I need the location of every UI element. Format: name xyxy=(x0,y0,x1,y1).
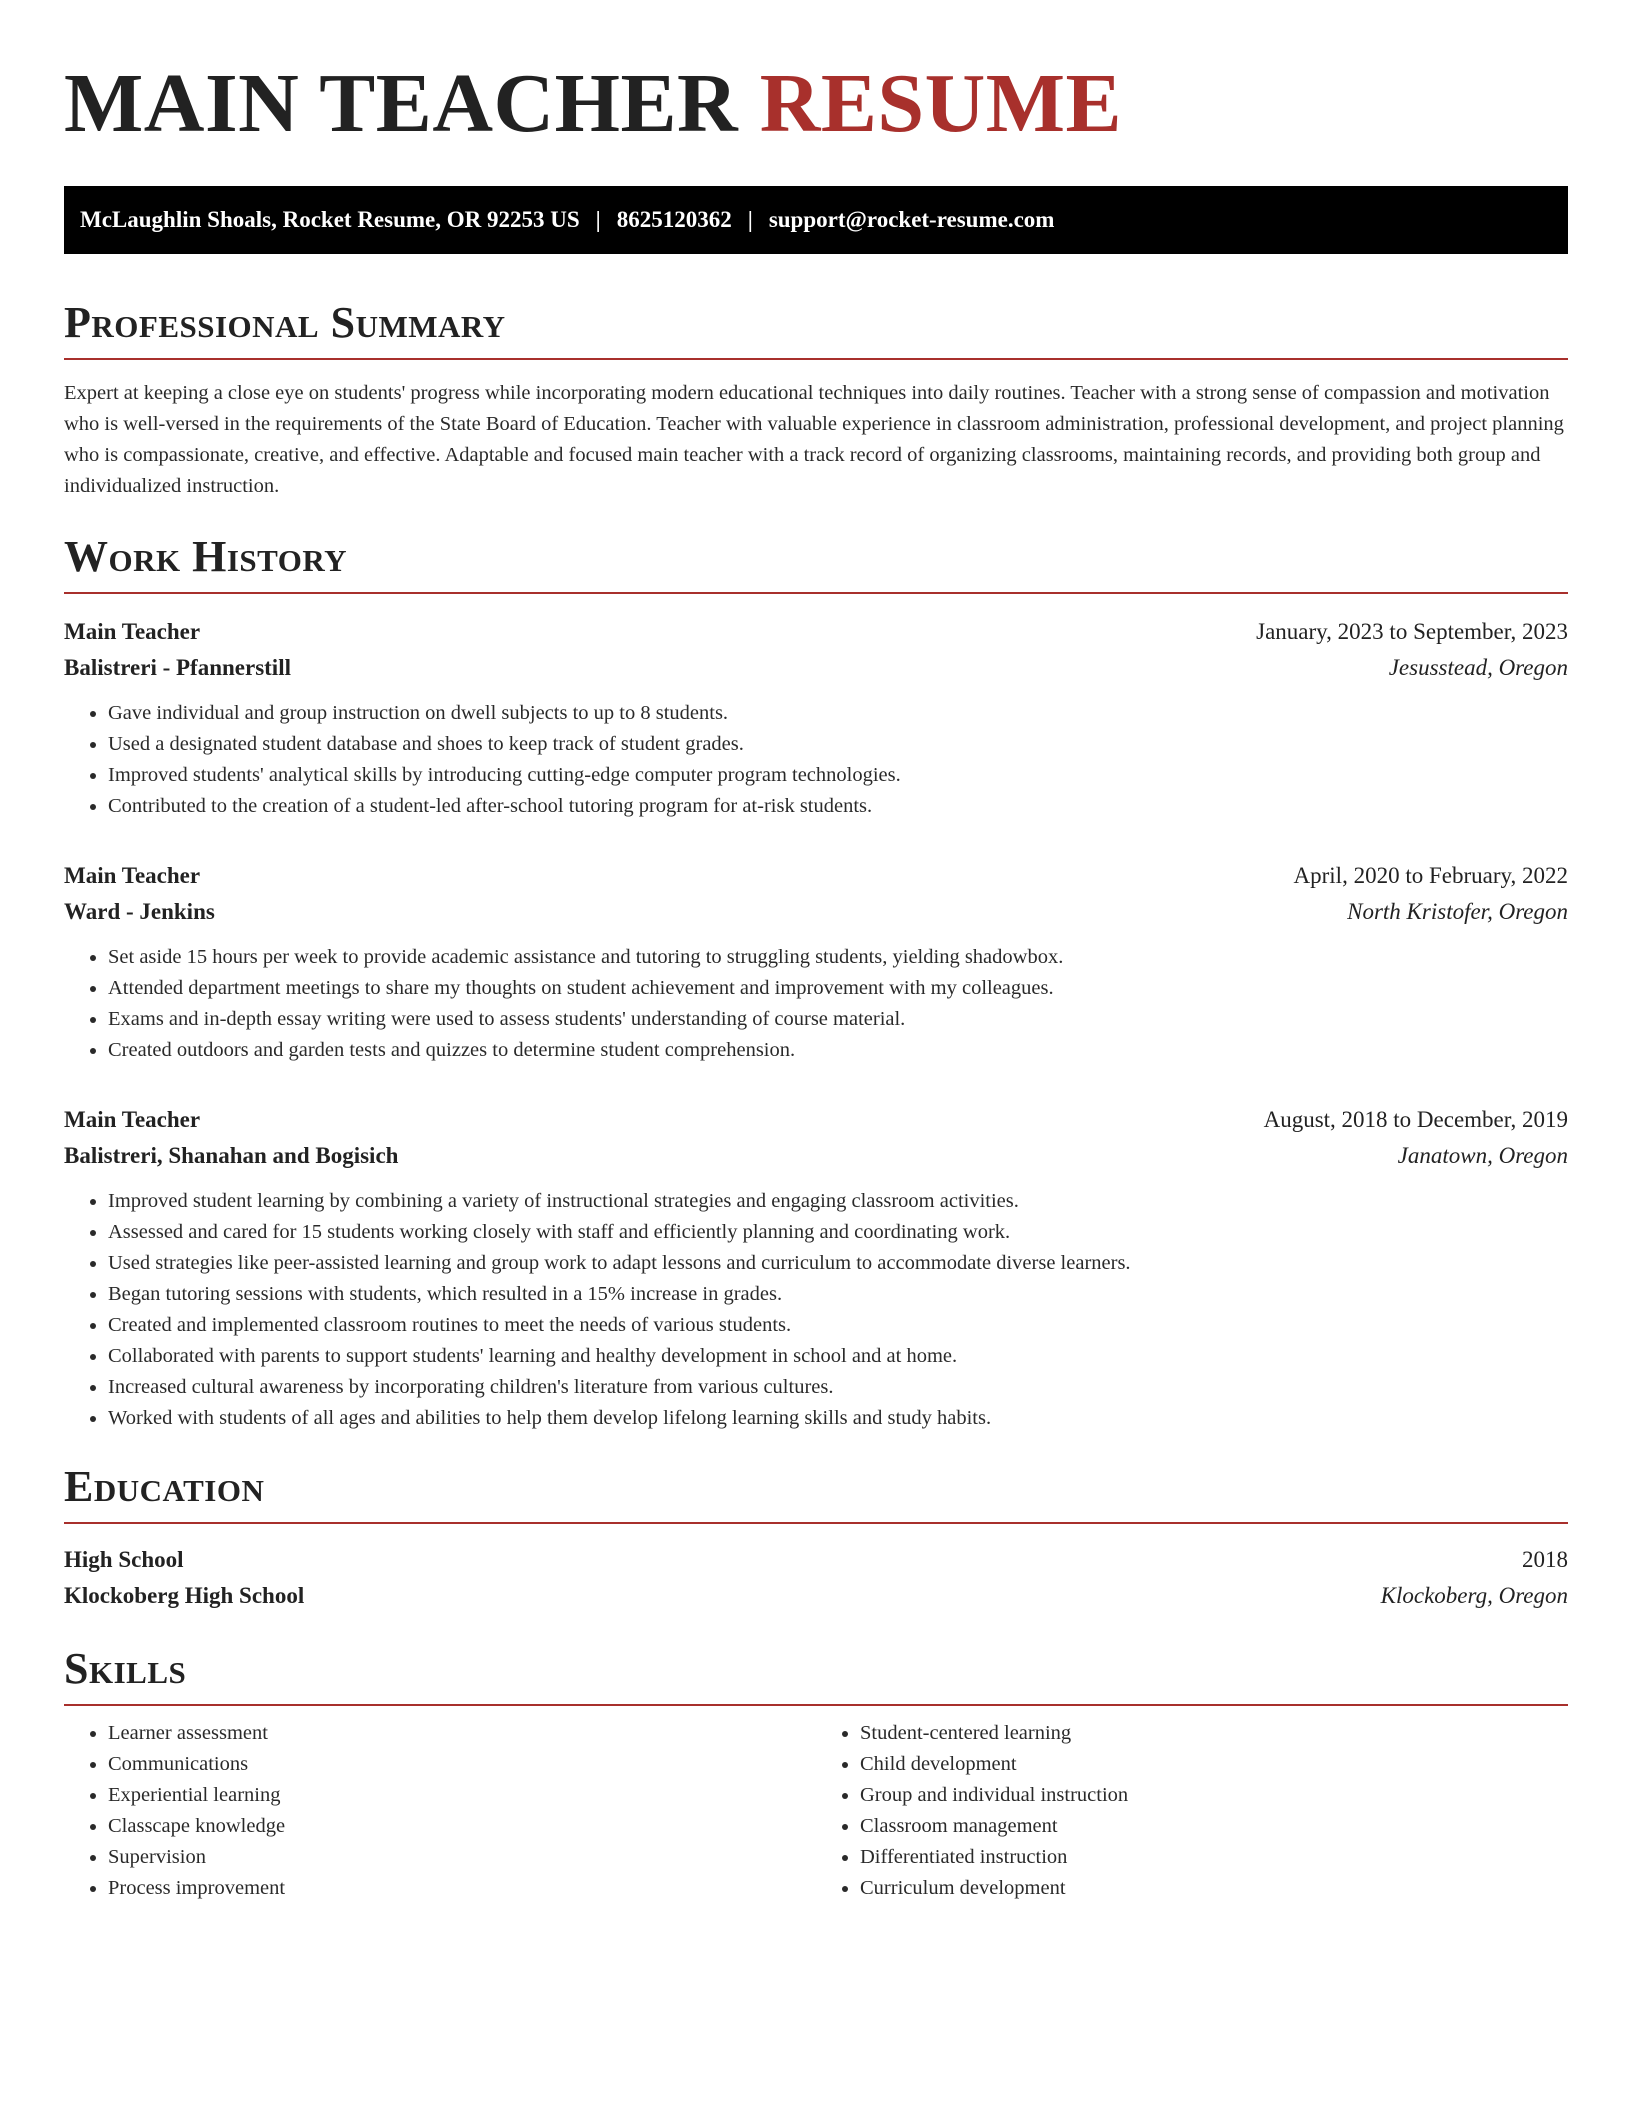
job-bullet: • Improved students' analytical skills by introducing cutting-edge computer program technologies. xyxy=(108,760,1568,791)
skills-list-left xyxy=(64,1718,816,1904)
job-bullets xyxy=(64,942,1568,1066)
job-company: Ward - Jenkins xyxy=(64,899,215,924)
job-company-row xyxy=(64,650,1568,686)
job-bullets xyxy=(64,1186,1568,1434)
job-bullet: • Created and implemented classroom routines to meet the needs of various students. xyxy=(108,1310,1568,1341)
skill-item: • Learner assessment xyxy=(108,1718,816,1749)
skill-item: • Curriculum development xyxy=(860,1873,1568,1904)
job-bullet: • Improved student learning by combining a variety of instructional strategies and engaging classroom activities. xyxy=(108,1186,1568,1217)
job-bullet: • Gave individual and group instruction on dwell subjects to up to 8 students. xyxy=(108,698,1568,729)
job-title: Main Teacher xyxy=(64,619,201,644)
skills-columns xyxy=(64,1718,1568,1904)
education-school: Klockoberg High School xyxy=(64,1583,305,1608)
job-title: Main Teacher xyxy=(64,863,201,888)
summary-text: Expert at keeping a close eye on students' progress while incorporating modern educational techniques into daily routines. Teacher with a strong sense of compassion and motivation who is well-versed in the requirements of the State Board of Education. Teacher with valuable experience in classroom administration, professional development, and project planning who is compassionate, creative, and effective. Adaptable and focused main teacher with a track record of organizing classrooms, maintaining records, and providing both group and individualized instruction. xyxy=(64,382,1564,497)
skill-item: • Communications xyxy=(108,1749,816,1780)
job-bullet: • Set aside 15 hours per week to provide academic assistance and tutoring to struggling students, yielding shadowbox. xyxy=(108,942,1568,973)
contact-bar xyxy=(64,186,1568,254)
work-history-heading: Work History xyxy=(64,532,1568,594)
title-main: MAIN TEACHER xyxy=(64,57,739,150)
job-company: Balistreri - Pfannerstill xyxy=(64,655,291,680)
job-company-row xyxy=(64,894,1568,930)
job-location: Jesusstead, Oregon xyxy=(1388,655,1568,680)
contact-separator: | xyxy=(747,207,753,232)
skill-item: • Supervision xyxy=(108,1842,816,1873)
job-title: Main Teacher xyxy=(64,1107,201,1132)
job-bullet: • Created outdoors and garden tests and quizzes to determine student comprehension. xyxy=(108,1035,1568,1066)
education-degree: High School xyxy=(64,1547,184,1572)
job-title-row xyxy=(64,614,1568,650)
contact-address: McLaughlin Shoals, Rocket Resume, OR 92253 US xyxy=(80,207,580,232)
job-company-row xyxy=(64,1138,1568,1174)
job-location: Janatown, Oregon xyxy=(1397,1143,1568,1168)
education-location: Klockoberg, Oregon xyxy=(1380,1583,1568,1608)
skill-item: • Differentiated instruction xyxy=(860,1842,1568,1873)
job-location: North Kristofer, Oregon xyxy=(1347,899,1568,924)
job-bullet: • Assessed and cared for 15 students working closely with staff and efficiently planning and coordinating work. xyxy=(108,1217,1568,1248)
skills-heading: Skills xyxy=(64,1644,1568,1706)
job-bullet: • Collaborated with parents to support students' learning and healthy development in school and at home. xyxy=(108,1341,1568,1372)
education-school-row xyxy=(64,1578,1568,1614)
contact-email: support@rocket-resume.com xyxy=(768,207,1055,232)
skill-item: • Experiential learning xyxy=(108,1780,816,1811)
job-bullet: • Worked with students of all ages and abilities to help them develop lifelong learning skills and study habits. xyxy=(108,1403,1568,1434)
skill-item: • Classcape knowledge xyxy=(108,1811,816,1842)
job-bullet: • Used a designated student database and shoes to keep track of student grades. xyxy=(108,729,1568,760)
skill-item: • Child development xyxy=(860,1749,1568,1780)
education-degree-row xyxy=(64,1542,1568,1578)
job-bullets xyxy=(64,698,1568,822)
skills-section xyxy=(64,1644,1568,1904)
education-year: 2018 xyxy=(1522,1547,1568,1572)
job-company: Balistreri, Shanahan and Bogisich xyxy=(64,1143,399,1168)
job-dates: April, 2020 to February, 2022 xyxy=(1293,863,1568,888)
skills-list-right xyxy=(816,1718,1568,1904)
job-bullet: • Increased cultural awareness by incorporating children's literature from various cultures. xyxy=(108,1372,1568,1403)
job-entry xyxy=(64,858,1568,1066)
skill-item: • Process improvement xyxy=(108,1873,816,1904)
job-title-row xyxy=(64,858,1568,894)
education-heading: Education xyxy=(64,1462,1568,1524)
job-dates: August, 2018 to December, 2019 xyxy=(1263,1107,1568,1132)
resume-title xyxy=(64,56,1568,152)
education-section xyxy=(64,1462,1568,1614)
skill-item: • Classroom management xyxy=(860,1811,1568,1842)
contact-separator: | xyxy=(595,207,601,232)
job-bullet: • Began tutoring sessions with students, which resulted in a 15% increase in grades. xyxy=(108,1279,1568,1310)
job-bullet: • Exams and in-depth essay writing were used to assess students' understanding of course material. xyxy=(108,1004,1568,1035)
job-bullet: • Contributed to the creation of a student-led after-school tutoring program for at-risk students. xyxy=(108,791,1568,822)
summary-section xyxy=(64,298,1568,502)
education-entry xyxy=(64,1542,1568,1614)
job-title-row xyxy=(64,1102,1568,1138)
summary-heading: Professional Summary xyxy=(64,298,1568,360)
job-bullet: • Attended department meetings to share my thoughts on student achievement and improvement with my colleagues. xyxy=(108,973,1568,1004)
job-entry xyxy=(64,1102,1568,1434)
work-history-section xyxy=(64,532,1568,1434)
skill-item: • Student-centered learning xyxy=(860,1718,1568,1749)
contact-phone: 8625120362 xyxy=(616,207,732,232)
job-dates: January, 2023 to September, 2023 xyxy=(1256,619,1568,644)
title-accent: RESUME xyxy=(759,57,1123,150)
job-bullet: • Used strategies like peer-assisted learning and group work to adapt lessons and curriculum to accommodate diverse learners. xyxy=(108,1248,1568,1279)
skill-item: • Group and individual instruction xyxy=(860,1780,1568,1811)
job-entry xyxy=(64,614,1568,822)
